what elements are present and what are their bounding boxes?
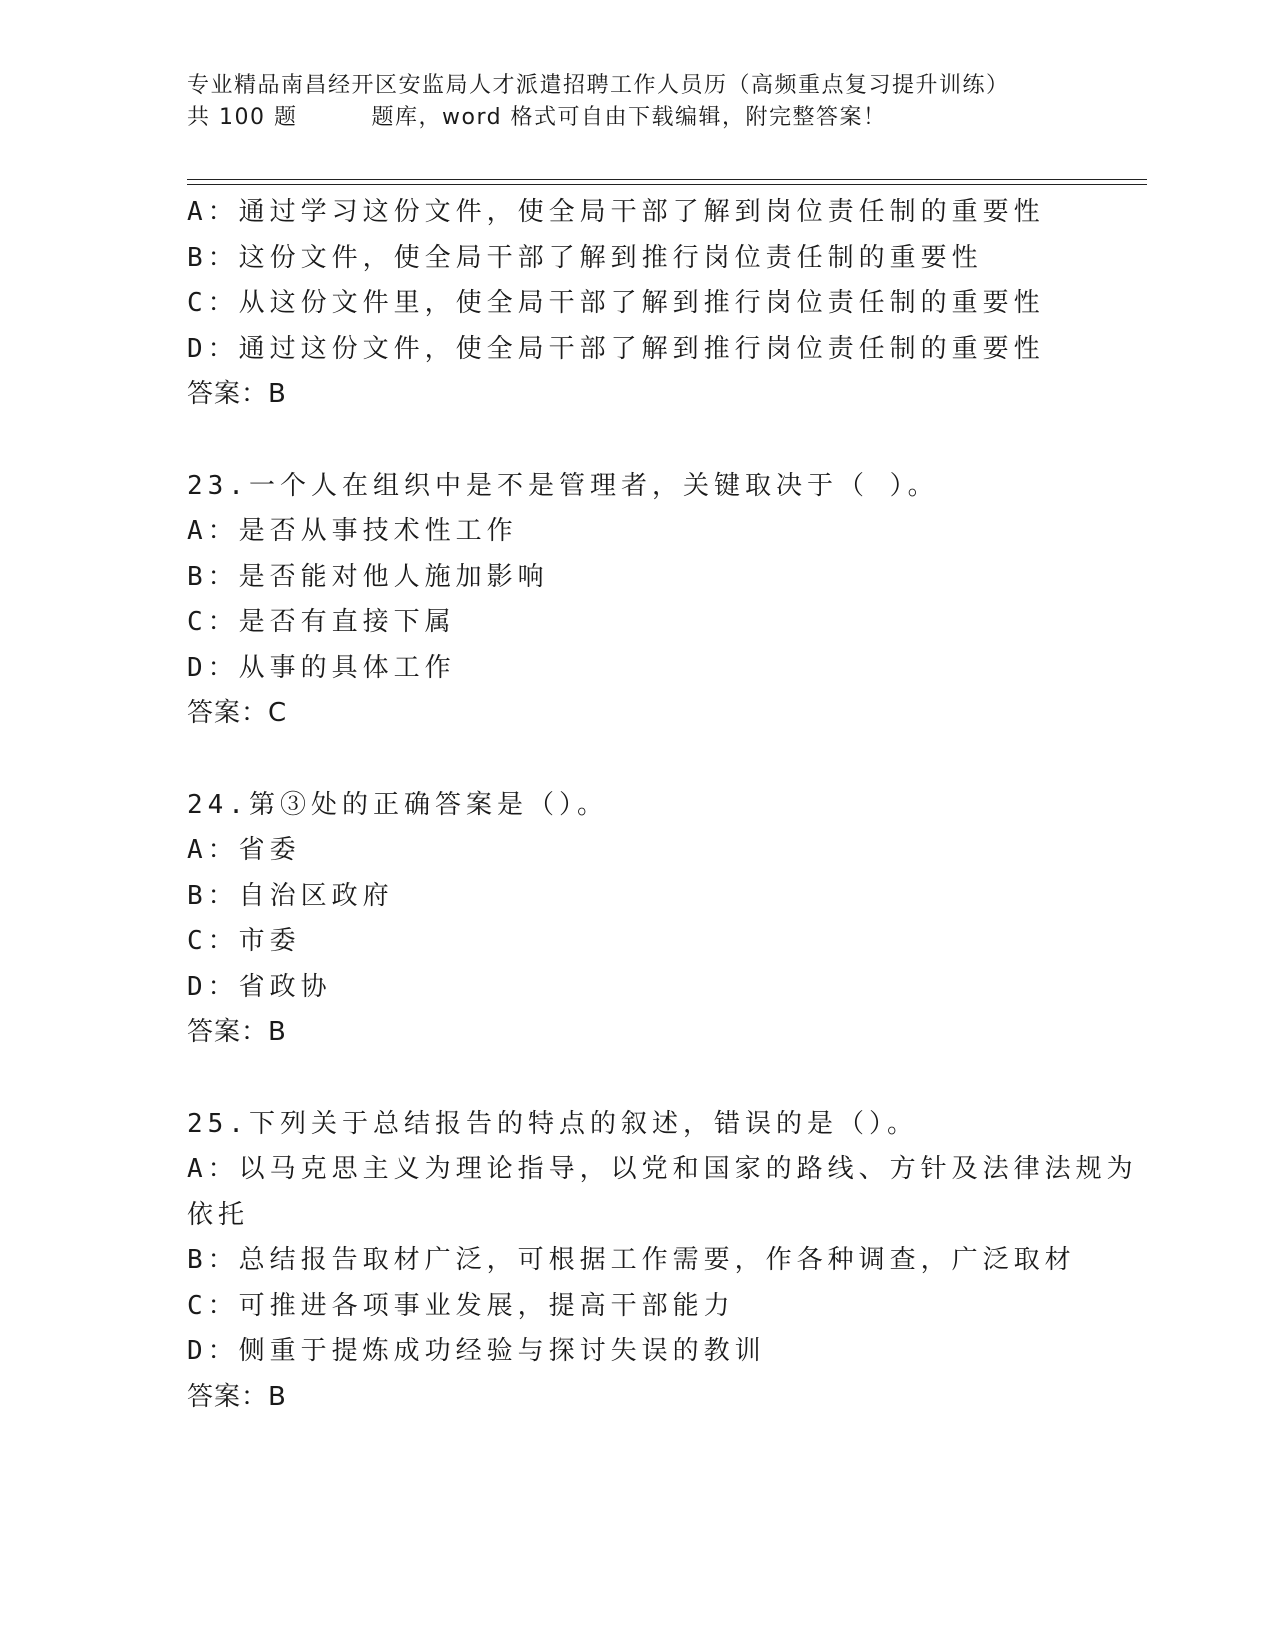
option-a: A：省委 [187, 835, 301, 865]
answer: 答案：B [187, 379, 287, 409]
option-d: D：侧重于提炼成功经验与探讨失误的教训 [187, 1336, 766, 1366]
option-b: B：这份文件，使全局干部了解到推行岗位责任制的重要性 [187, 242, 983, 273]
option-c: C：是否有直接下属 [187, 607, 456, 637]
option-b: B：总结报告取材广泛，可根据工作需要，作各种调查，广泛取材 [187, 1245, 1076, 1275]
document-subtitle [187, 102, 1147, 134]
question-count: 共 100 题 [187, 105, 298, 130]
answer: 答案：C [187, 698, 288, 728]
option-a: A：以马克思主义为理论指导，以党和国家的路线、方针及法律法规为 [187, 1154, 1138, 1184]
question-text: 24.第③处的正确答案是（）。 [187, 789, 608, 820]
option-b: B：自治区政府 [187, 880, 394, 911]
spacer [187, 1056, 1087, 1102]
answer: 答案：B [187, 1381, 287, 1412]
option-d: D：从事的具体工作 [187, 652, 456, 683]
option-a: A：通过学习这份文件，使全局干部了解到岗位责任制的重要性 [187, 197, 1045, 227]
spacer [187, 737, 1087, 783]
document-title: 专业精品南昌经开区安监局人才派遣招聘工作人员历（高频重点复习提升训练） [187, 73, 1010, 98]
option-d: D：省政协 [187, 971, 332, 1002]
question-25 [187, 1102, 1138, 1421]
option-b: B：是否能对他人施加影响 [187, 561, 549, 592]
question-22 [187, 190, 1087, 418]
question-24 [187, 783, 1087, 1056]
question-text: 23.一个人在组织中是不是管理者，关键取决于（ ）。 [187, 470, 939, 501]
document-header [187, 70, 1147, 134]
question-text: 25.下列关于总结报告的特点的叙述，错误的是（）。 [187, 1108, 918, 1139]
header-divider-bottom [187, 184, 1147, 185]
option-d: D：通过这份文件，使全局干部了解到推行岗位责任制的重要性 [187, 333, 1045, 364]
document-description: 题库，word 格式可自由下载编辑，附完整答案！ [371, 105, 887, 130]
header-divider-top [187, 179, 1147, 180]
question-list [187, 190, 1138, 1420]
question-23 [187, 464, 1087, 737]
spacer [187, 418, 1087, 464]
option-a: A：是否从事技术性工作 [187, 516, 518, 546]
option-c: C：可推进各项事业发展，提高干部能力 [187, 1290, 735, 1321]
option-c: C：从这份文件里，使全局干部了解到推行岗位责任制的重要性 [187, 288, 1045, 318]
option-c: C：市委 [187, 926, 301, 956]
option-a-continued: 依托 [187, 1199, 250, 1230]
answer: 答案：B [187, 1017, 287, 1047]
